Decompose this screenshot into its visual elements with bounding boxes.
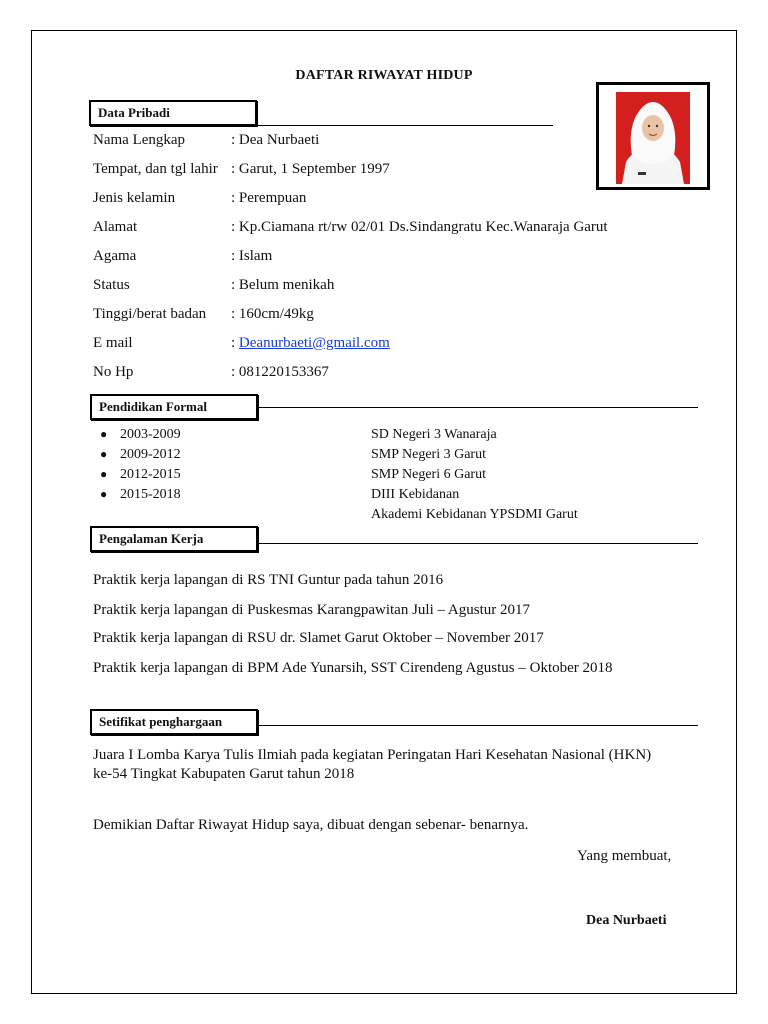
bullet-icon: ● — [100, 487, 108, 501]
section-divider — [258, 725, 698, 726]
edu-school: SMP Negeri 6 Garut — [371, 467, 486, 482]
document-title: DAFTAR RIWAYAT HIDUP — [295, 68, 473, 83]
row-label: Tinggi/berat badan — [93, 306, 207, 322]
section-pendidikan-formal: Pendidikan Formal — [90, 394, 258, 420]
row-value: : Garut, 1 September 1997 — [231, 161, 390, 177]
row-value: : Kp.Ciamana rt/rw 02/01 Ds.Sindangratu Kec.Wanaraja Garut — [231, 219, 608, 235]
row-label: Status — [93, 277, 130, 293]
edu-school: SMP Negeri 3 Garut — [371, 447, 486, 462]
bullet-icon: ● — [100, 467, 108, 481]
section-sertifikat: Setifikat penghargaan — [90, 709, 258, 735]
edu-years: 2012-2015 — [120, 467, 181, 482]
row-value: : Belum menikah — [231, 277, 335, 293]
row-label: E mail — [93, 335, 133, 351]
section-pengalaman-kerja: Pengalaman Kerja — [90, 526, 258, 552]
row-label: Nama Lengkap — [93, 132, 186, 148]
row-value: : Dea Nurbaeti — [231, 132, 320, 148]
row-label: Agama — [93, 248, 137, 264]
signature-label: Yang membuat, — [577, 848, 672, 864]
edu-years: 2009-2012 — [120, 447, 181, 462]
edu-years: 2015-2018 — [120, 487, 181, 502]
experience-item: Praktik kerja lapangan di RSU dr. Slamet Garut Oktober – November 2017 — [93, 630, 544, 646]
row-value: : 160cm/49kg — [231, 306, 314, 322]
experience-item: Praktik kerja lapangan di BPM Ade Yunarsih, SST Cirendeng Agustus – Oktober 2018 — [93, 660, 613, 676]
experience-item: Praktik kerja lapangan di RS TNI Guntur pada tahun 2016 — [93, 572, 444, 588]
edu-school-institution: Akademi Kebidanan YPSDMI Garut — [371, 507, 578, 522]
edu-school: DIII Kebidanan — [371, 487, 460, 502]
section-data-pribadi: Data Pribadi — [89, 100, 257, 126]
profile-photo — [616, 92, 690, 184]
row-value: : Perempuan — [231, 190, 307, 206]
edu-years: 2003-2009 — [120, 427, 181, 442]
row-label: Jenis kelamin — [93, 190, 176, 206]
row-value — [231, 334, 390, 352]
signature-name: Dea Nurbaeti — [586, 913, 667, 928]
person-photo-icon — [616, 92, 690, 184]
bullet-icon: ● — [100, 427, 108, 441]
email-link[interactable]: Deanurbaeti@gmail.com — [238, 335, 390, 351]
row-value: : 081220153367 — [231, 364, 329, 380]
email-prefix: : — [231, 335, 239, 351]
row-label: Alamat — [93, 219, 138, 235]
edu-school: SD Negeri 3 Wanaraja — [371, 427, 497, 442]
experience-item: Praktik kerja lapangan di Puskesmas Karangpawitan Juli – Agustur 2017 — [93, 602, 531, 618]
section-divider — [258, 543, 698, 544]
row-label: No Hp — [93, 364, 134, 380]
photo-frame — [596, 82, 710, 190]
row-value: : Islam — [231, 248, 273, 264]
section-divider — [257, 125, 553, 126]
certificate-line: Juara I Lomba Karya Tulis Ilmiah pada kegiatan Peringatan Hari Kesehatan Nasional (HKN) — [93, 747, 652, 763]
row-label: Tempat, dan tgl lahir — [93, 161, 218, 177]
section-divider — [258, 407, 698, 408]
certificate-line: ke-54 Tingkat Kabupaten Garut tahun 2018 — [93, 766, 355, 782]
bullet-icon: ● — [100, 447, 108, 461]
closing-statement: Demikian Daftar Riwayat Hidup saya, dibuat dengan sebenar- benarnya. — [93, 817, 529, 833]
